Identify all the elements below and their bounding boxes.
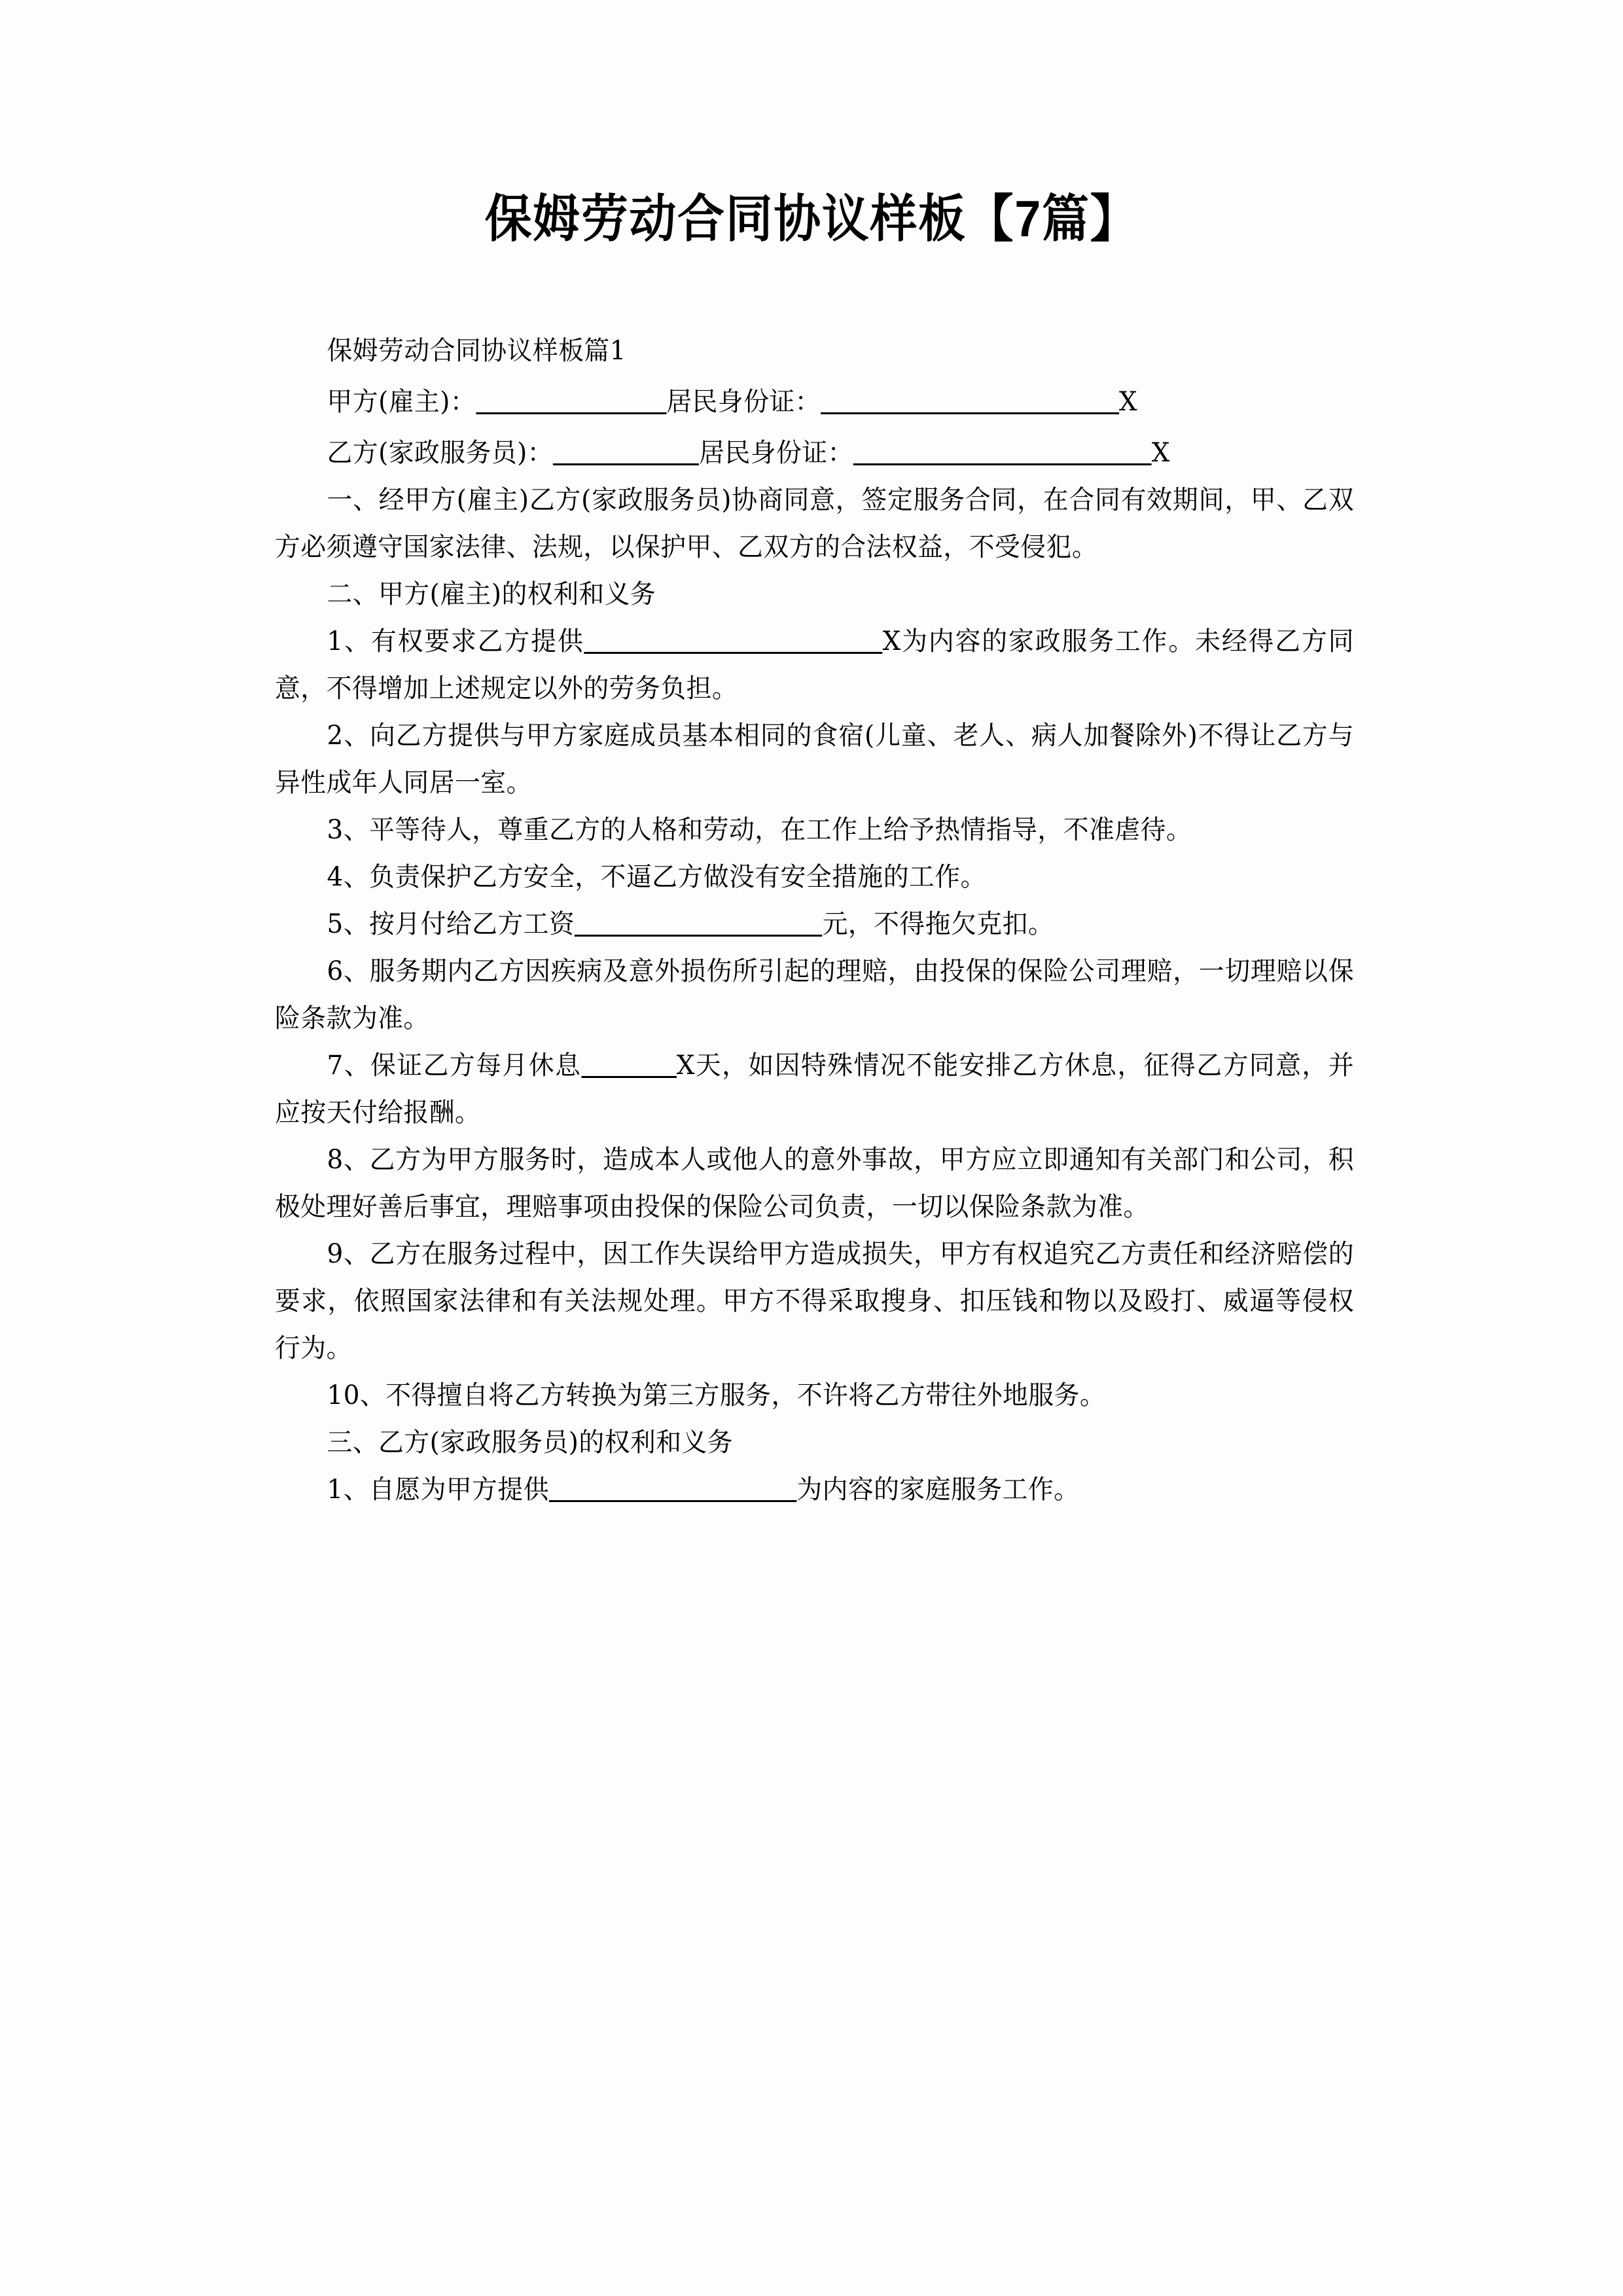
clause-three-item-1-suffix: 为内容的家庭服务工作。: [796, 1475, 1080, 1505]
clause-two-item-5-suffix: 元，不得拖欠克扣。: [822, 909, 1054, 939]
clause-two-item-1-prefix: 1、有权要求乙方提供: [327, 626, 584, 656]
party-b-id-label: 居民身份证：: [699, 438, 853, 468]
clause-one-paragraph: 一、经甲方(雇主)乙方(家政服务员)协商同意，签定服务合同，在合同有效期间，甲、乙双方必须遵守国家法律、法规，以保护甲、乙双方的合法权益，不受侵犯。: [275, 485, 1354, 562]
heading-section-three: 三、乙方(家政服务员)的权利和义务: [327, 1427, 734, 1458]
clause-two-item-10: 10、不得擅自将乙方转换为第三方服务，不许将乙方带往外地服务。: [327, 1380, 1106, 1410]
document-body: [275, 327, 1387, 1513]
party-a-id-blank[interactable]: [821, 385, 1119, 414]
clause-three-item-1-prefix: 1、自愿为甲方提供: [327, 1475, 549, 1505]
clause-two-item-7: [275, 1042, 1354, 1136]
clause-two-item-5-blank[interactable]: [575, 907, 822, 937]
page-title: 保姆劳动合同协议样板【7篇】: [484, 190, 1139, 247]
clause-two-item-1-blank[interactable]: [584, 624, 883, 654]
clause-two-item-4: 4、负责保护乙方安全，不逼乙方做没有安全措施的工作。: [327, 862, 986, 892]
clause-three-item-1-blank[interactable]: [549, 1473, 796, 1502]
clause-two-item-8: 8、乙方为甲方服务时，造成本人或他人的意外事故，甲方应立即通知有关部门和公司，积极处理好善后事宜，理赔事项由投保的保险公司负责，一切以保险条款为准。: [275, 1145, 1354, 1222]
clause-two-item-5-prefix: 5、按月付给乙方工资: [327, 909, 575, 939]
heading-section-two: 二、甲方(雇主)的权利和义务: [327, 579, 656, 609]
clause-two-item-3: 3、平等待人，尊重乙方的人格和劳动，在工作上给予热情指导，不准虐待。: [327, 815, 1192, 845]
party-a-id-suffix: X: [1118, 387, 1137, 417]
clause-two-item-9: 9、乙方在服务过程中，因工作失误给甲方造成损失，甲方有权追究乙方责任和经济赔偿的要求，依照国家法律和有关法规处理。甲方不得采取搜身、扣压钱和物以及殴打、威逼等侵权行为。: [275, 1239, 1354, 1363]
clause-two-item-1-suffix: X为内容的家政服务工作。未经得乙方同意，不得增加上述规定以外的劳务负担。: [275, 626, 1354, 704]
party-b-line: [275, 429, 1354, 476]
clause-two-item-5: [275, 901, 1354, 948]
party-a-name-blank[interactable]: [476, 385, 666, 414]
clause-two-item-6: 6、服务期内乙方因疾病及意外损伤所引起的理赔，由投保的保险公司理赔，一切理赔以保险条款为准。: [275, 956, 1354, 1033]
clause-two-item-7-suffix: X天，如因特殊情况不能安排乙方休息，征得乙方同意，并应按天付给报酬。: [275, 1050, 1355, 1128]
clause-two-item-7-blank[interactable]: [581, 1049, 677, 1078]
clause-two-item-2: 2、向乙方提供与甲方家庭成员基本相同的食宿(儿童、老人、病人加餐除外)不得让乙方与异性成年人同居一室。: [275, 721, 1354, 798]
clause-two-item-1: [275, 618, 1354, 712]
party-b-id-blank[interactable]: [853, 436, 1152, 465]
party-a-line: [275, 378, 1354, 425]
party-b-label: 乙方(家政服务员)：: [327, 438, 554, 468]
section-heading-piece-1: 保姆劳动合同协议样板篇1: [327, 336, 626, 366]
party-a-id-label: 居民身份证：: [666, 387, 821, 417]
clause-two-item-7-prefix: 7、保证乙方每月休息: [327, 1050, 582, 1081]
clause-three-item-1: [275, 1466, 1354, 1513]
party-b-id-suffix: X: [1151, 438, 1170, 468]
party-b-name-blank[interactable]: [553, 436, 699, 465]
party-a-label: 甲方(雇主)：: [327, 387, 476, 417]
